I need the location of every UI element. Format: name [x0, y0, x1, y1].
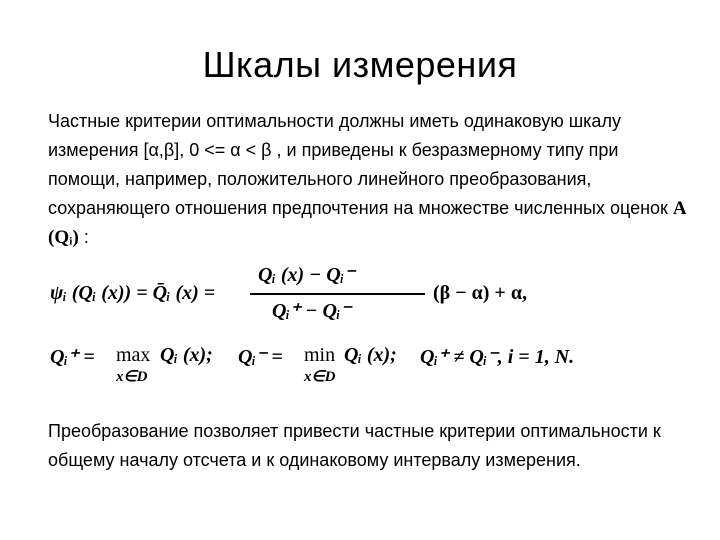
formula-denominator: Qᵢ⁺ − Qᵢ⁻	[272, 300, 351, 322]
formula-numerator: Qᵢ (x) − Qᵢ⁻	[258, 264, 355, 286]
max-domain: x∈D	[116, 369, 148, 385]
qminus-label: Qᵢ⁻ =	[238, 346, 283, 368]
formula-fraction	[250, 262, 425, 330]
intro-colon: :	[78, 227, 89, 247]
slide-title: Шкалы измерения	[202, 44, 518, 85]
normalization-formula	[50, 262, 690, 330]
formula-lhs: ψᵢ (Qᵢ (x)) = Q̄ᵢ (x) =	[50, 282, 216, 304]
min-domain: x∈D	[304, 369, 336, 385]
fraction-bar	[250, 293, 425, 295]
outro-paragraph: Преобразование позволяет привести частные критерии оптимальности к общему началу отсчета и к одинаковому интервалу измерения.	[48, 421, 661, 470]
inequality-condition: Qᵢ⁺ ≠ Qᵢ⁻, i = 1, N.	[420, 346, 575, 368]
max-expression: Qᵢ (x);	[160, 344, 213, 366]
intro-text: Частные критерии оптимальности должны иметь одинаковую шкалу измерения [α,β], 0 <= α < β , и приведены к безразмерному типу при помощи, например, положительного линейного преобразования, сохраняющего отношения предпочтения на множестве численных оценок	[48, 111, 673, 218]
min-operator: min	[304, 344, 336, 366]
bounds-formula	[50, 340, 690, 396]
max-operator: max	[116, 344, 151, 366]
qplus-label: Qᵢ⁺ =	[50, 346, 95, 368]
formula-rhs: (β − α) + α,	[433, 282, 527, 304]
intro-formula: A (Qᵢ)	[48, 198, 686, 248]
min-expression: Qᵢ (x);	[344, 344, 397, 366]
intro-paragraph	[48, 107, 688, 252]
